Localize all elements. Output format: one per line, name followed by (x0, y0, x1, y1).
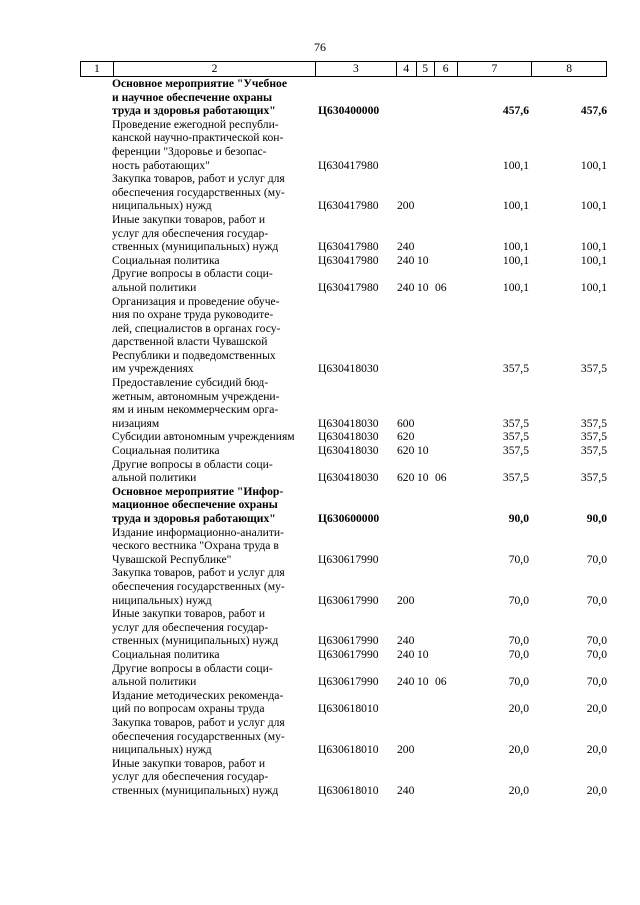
target-code: Ц630617990 (318, 675, 379, 689)
amount-col-8: 20,0 (586, 743, 607, 757)
table-row (80, 607, 607, 648)
row-description (112, 648, 315, 662)
page-number: 76 (314, 40, 326, 54)
row-description (112, 607, 315, 648)
header-col-8: 8 (531, 62, 606, 76)
expense-type: 620 (397, 444, 415, 458)
amount-col-7: 70,0 (508, 675, 529, 689)
description-line: им учреждениях (112, 362, 194, 376)
table-row (80, 213, 607, 254)
amount-col-8: 357,5 (580, 416, 607, 430)
row-description (112, 689, 315, 716)
description-line: Иные закупки товаров, работ и (112, 756, 266, 770)
description-line: ственных (муниципальных) нужд (112, 783, 279, 797)
row-description (112, 77, 315, 118)
amount-col-8: 357,5 (580, 444, 607, 458)
description-line: мационное обеспечение охраны (112, 498, 278, 512)
table-row (80, 430, 607, 444)
amount-col-7: 357,5 (502, 430, 529, 444)
amount-col-8: 357,5 (580, 362, 607, 376)
row-description (112, 430, 315, 444)
row-description (112, 566, 315, 607)
target-code: Ц630618010 (318, 702, 379, 716)
amount-col-7: 90,0 (508, 512, 529, 525)
description-line: Социальная политика (112, 253, 220, 267)
expense-type: 200 (397, 593, 415, 607)
header-col-5: 5 (416, 62, 434, 76)
target-code: Ц630618010 (318, 743, 379, 757)
amount-col-8: 20,0 (586, 702, 607, 716)
row-description (112, 295, 315, 377)
description-line: Чувашской Республике" (112, 552, 232, 566)
expense-type: 620 (397, 471, 415, 485)
description-line: лей, специалистов в органах госу- (112, 321, 281, 335)
description-line: Основное мероприятие "Инфор- (112, 484, 284, 498)
table-row (80, 566, 607, 607)
subsection-code: 06 (435, 280, 447, 294)
amount-col-8: 357,5 (580, 430, 607, 444)
description-line: ственных (муниципальных) нужд (112, 240, 279, 254)
expense-type: 600 (397, 416, 415, 430)
amount-col-7: 100,1 (502, 240, 529, 254)
amount-col-8: 70,0 (586, 552, 607, 566)
description-line: ственных (муниципальных) нужд (112, 634, 279, 648)
description-line: Закупка товаров, работ и услуг для (112, 172, 285, 186)
description-line: ность работающих" (112, 158, 210, 172)
table-row (80, 458, 607, 485)
description-line: альной политики (112, 675, 197, 689)
target-code: Ц630617990 (318, 634, 379, 648)
description-line: Издание методических рекоменда- (112, 688, 284, 702)
amount-col-8: 70,0 (586, 647, 607, 661)
description-line: услуг для обеспечения государ- (112, 226, 269, 240)
description-line: Социальная политика (112, 444, 220, 458)
amount-col-8: 90,0 (586, 512, 607, 525)
row-description (112, 213, 315, 254)
description-line: Другие вопросы в области соци- (112, 661, 273, 675)
table-row (80, 376, 607, 430)
expense-type: 240 (397, 675, 415, 689)
description-line: Закупка товаров, работ и услуг для (112, 566, 285, 580)
description-line: ям и иным некоммерческим орга- (112, 403, 279, 417)
amount-col-7: 357,5 (502, 471, 529, 485)
header-col-7: 7 (457, 62, 532, 76)
section-code: 10 (417, 675, 429, 689)
target-code: Ц630617990 (318, 593, 379, 607)
description-line: труда и здоровья работающих" (112, 104, 276, 118)
description-line: обеспечения государственных (му- (112, 729, 285, 743)
table-row (80, 689, 607, 716)
amount-col-8: 70,0 (586, 675, 607, 689)
table-row (80, 444, 607, 458)
description-line: ференции "Здоровье и безопас- (112, 144, 267, 158)
description-line: канской научно-практической кон- (112, 131, 284, 145)
amount-col-7: 70,0 (508, 634, 529, 648)
amount-col-7: 70,0 (508, 647, 529, 661)
description-line: Иные закупки товаров, работ и (112, 607, 266, 621)
row-description (112, 444, 315, 458)
expense-type: 200 (397, 743, 415, 757)
table-row (80, 172, 607, 213)
target-code: Ц630617990 (318, 552, 379, 566)
row-description (112, 172, 315, 213)
expense-type: 240 (397, 783, 415, 797)
target-code: Ц630417980 (318, 199, 379, 213)
description-line: жетным, автономным учреждени- (112, 389, 280, 403)
description-line: Закупка товаров, работ и услуг для (112, 715, 285, 729)
description-line: Иные закупки товаров, работ и (112, 212, 266, 226)
row-description (112, 757, 315, 798)
amount-col-8: 357,5 (580, 471, 607, 485)
amount-col-7: 357,5 (502, 362, 529, 376)
table-header-row (80, 61, 607, 77)
amount-col-7: 100,1 (502, 280, 529, 294)
expense-type: 240 (397, 253, 415, 267)
expense-type: 240 (397, 280, 415, 294)
description-line: альной политики (112, 471, 197, 485)
expense-type: 240 (397, 240, 415, 254)
description-line: ния по охране труда руководите- (112, 308, 274, 322)
row-description (112, 458, 315, 485)
table-row (80, 716, 607, 757)
target-code: Ц630417980 (318, 253, 379, 267)
table-body (80, 77, 607, 797)
amount-col-8: 100,1 (580, 280, 607, 294)
header-col-6: 6 (434, 62, 457, 76)
table-row (80, 118, 607, 172)
amount-col-8: 100,1 (580, 240, 607, 254)
target-code: Ц630618010 (318, 783, 379, 797)
amount-col-7: 70,0 (508, 552, 529, 566)
row-description (112, 118, 315, 172)
description-line: дарственной власти Чувашской (112, 335, 268, 349)
description-line: низациям (112, 416, 160, 430)
target-code: Ц630418030 (318, 444, 379, 458)
budget-table (80, 61, 607, 797)
description-line: ниципальных) нужд (112, 743, 212, 757)
row-description (112, 662, 315, 689)
section-code: 10 (417, 444, 429, 458)
table-row (80, 526, 607, 567)
description-line: Основное мероприятие "Учебное (112, 77, 287, 90)
amount-col-7: 357,5 (502, 416, 529, 430)
amount-col-8: 100,1 (580, 199, 607, 213)
expense-type: 200 (397, 199, 415, 213)
header-col-2: 2 (113, 62, 315, 76)
table-row (80, 254, 607, 268)
target-code: Ц630417980 (318, 280, 379, 294)
row-description (112, 485, 315, 526)
description-line: услуг для обеспечения государ- (112, 620, 269, 634)
row-description (112, 526, 315, 567)
table-row (80, 662, 607, 689)
description-line: ниципальных) нужд (112, 199, 212, 213)
amount-col-7: 20,0 (508, 743, 529, 757)
description-line: Республики и подведомственных (112, 348, 276, 362)
expense-type: 240 (397, 647, 415, 661)
amount-col-8: 70,0 (586, 593, 607, 607)
amount-col-7: 457,6 (502, 104, 529, 118)
amount-col-7: 100,1 (502, 199, 529, 213)
target-code: Ц630418030 (318, 362, 379, 376)
table-row (80, 295, 607, 377)
amount-col-8: 100,1 (580, 158, 607, 172)
target-code: Ц630617990 (318, 647, 379, 661)
row-description (112, 254, 315, 268)
description-line: Организация и проведение обуче- (112, 294, 280, 308)
table-row (80, 485, 607, 526)
description-line: и научное обеспечение охраны (112, 90, 273, 104)
table-row (80, 648, 607, 662)
header-col-1: 1 (94, 62, 100, 75)
header-col-3: 3 (315, 62, 396, 76)
row-description (112, 716, 315, 757)
amount-col-7: 100,1 (502, 158, 529, 172)
amount-col-7: 20,0 (508, 702, 529, 716)
target-code: Ц630418030 (318, 471, 379, 485)
target-code: Ц630418030 (318, 430, 379, 444)
description-line: ниципальных) нужд (112, 593, 212, 607)
amount-col-8: 100,1 (580, 253, 607, 267)
description-line: Социальная политика (112, 647, 220, 661)
row-description (112, 376, 315, 430)
description-line: труда и здоровья работающих" (112, 512, 276, 525)
description-line: Субсидии автономным учреждениям (112, 430, 295, 444)
description-line: Другие вопросы в области соци- (112, 267, 273, 281)
amount-col-7: 357,5 (502, 444, 529, 458)
description-line: альной политики (112, 280, 197, 294)
table-row (80, 267, 607, 294)
section-code: 10 (417, 471, 429, 485)
description-line: обеспечения государственных (му- (112, 185, 285, 199)
description-line: ческого вестника "Охрана труда в (112, 539, 279, 553)
section-code: 10 (417, 253, 429, 267)
amount-col-7: 70,0 (508, 593, 529, 607)
section-code: 10 (417, 280, 429, 294)
table-row (80, 757, 607, 798)
subsection-code: 06 (435, 471, 447, 485)
description-line: услуг для обеспечения государ- (112, 770, 269, 784)
amount-col-7: 20,0 (508, 783, 529, 797)
description-line: Предоставление субсидий бюд- (112, 376, 269, 390)
description-line: Проведение ежегодной республи- (112, 117, 279, 131)
target-code: Ц630600000 (318, 512, 380, 525)
expense-type: 240 (397, 634, 415, 648)
amount-col-8: 20,0 (586, 783, 607, 797)
header-col-4: 4 (396, 62, 416, 76)
amount-col-8: 70,0 (586, 634, 607, 648)
table-row (80, 77, 607, 118)
description-line: Издание информационно-аналити- (112, 525, 284, 539)
expense-type: 620 (397, 430, 415, 444)
target-code: Ц630418030 (318, 416, 379, 430)
target-code: Ц630417980 (318, 240, 379, 254)
subsection-code: 06 (435, 675, 447, 689)
target-code: Ц630417980 (318, 158, 379, 172)
amount-col-8: 457,6 (580, 104, 607, 118)
description-line: Другие вопросы в области соци- (112, 457, 273, 471)
description-line: обеспечения государственных (му- (112, 579, 285, 593)
section-code: 10 (417, 647, 429, 661)
description-line: ций по вопросам охраны труда (112, 702, 265, 716)
target-code: Ц630400000 (318, 104, 380, 118)
amount-col-7: 100,1 (502, 253, 529, 267)
row-description (112, 267, 315, 294)
